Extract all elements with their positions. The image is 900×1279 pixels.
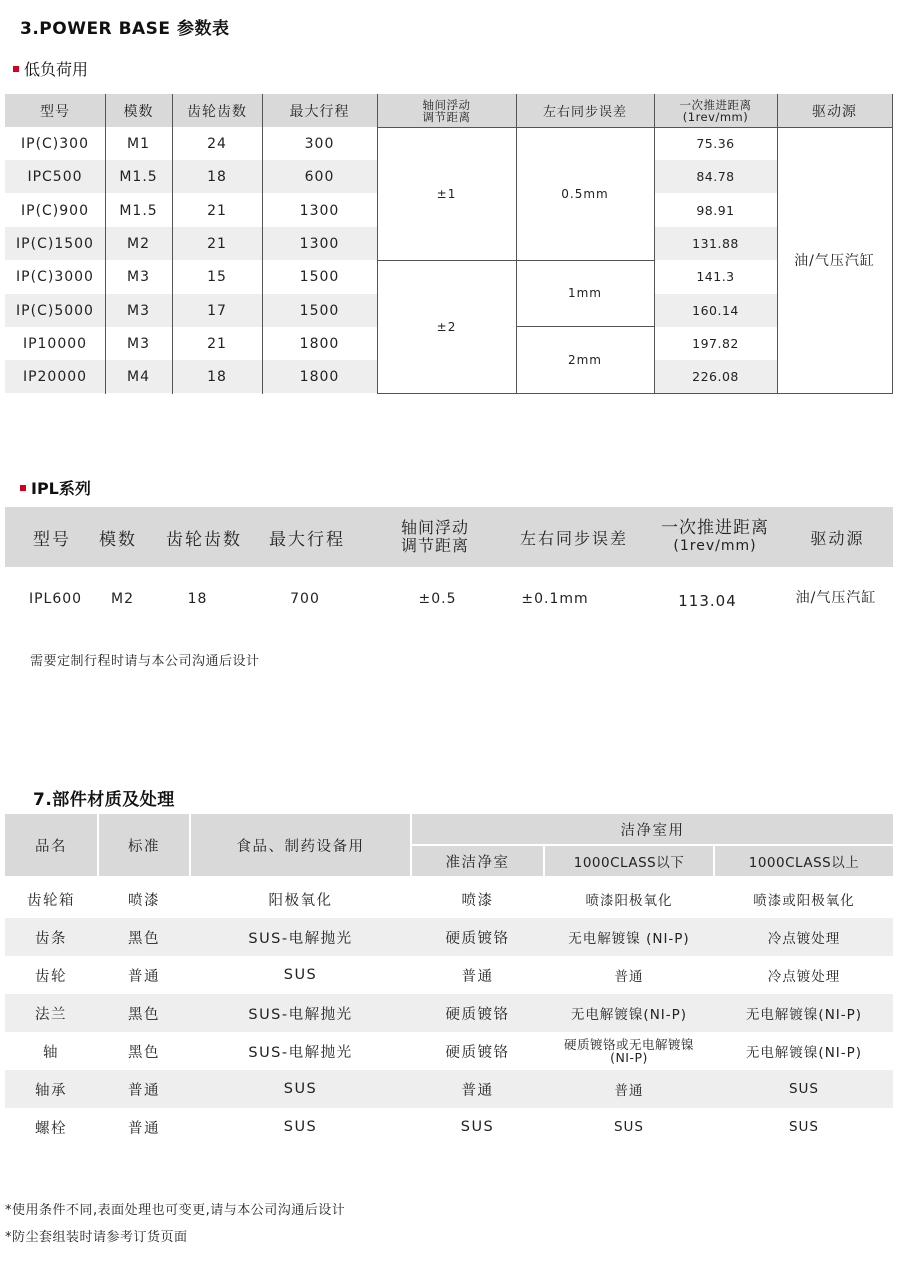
- cell-above: SUS: [788, 1081, 820, 1097]
- header-clean: 洁净室用: [620, 822, 685, 839]
- cell-model: IP(C)5000: [16, 302, 94, 319]
- cell-standard: 普通: [128, 1082, 160, 1099]
- cell-module: M3: [127, 268, 150, 285]
- cell-below: 无电解镀镍 (NI-P): [568, 931, 690, 947]
- subtitle-text: 低负荷用: [24, 60, 89, 79]
- cell-push: 160.14: [692, 303, 739, 318]
- cell-part-name: 法兰: [35, 1006, 67, 1023]
- cell-part-name: 轴: [43, 1044, 59, 1061]
- section-3-title: 3.POWER BASE 参数表: [20, 19, 230, 39]
- cell-push: 75.36: [696, 136, 735, 151]
- cell-food: 阳极氧化: [268, 892, 333, 909]
- header-food: 食品、制药设备用: [236, 838, 365, 855]
- ipl-cell-drive: 油/气压汽缸: [795, 590, 877, 606]
- cell-stroke: 1800: [299, 335, 340, 352]
- header-teeth: 齿轮齿数: [187, 103, 247, 120]
- cell-model: IP(C)3000: [16, 268, 94, 285]
- cell-stroke: 300: [304, 135, 335, 152]
- cell-standard: 普通: [128, 968, 160, 985]
- ipl-header-push: 一次推进距离 (1rev/mm): [661, 518, 769, 554]
- cell-quasi: 硬质镀铬: [445, 930, 510, 947]
- cell-quasi: 普通: [461, 968, 494, 985]
- cell-food: SUS-电解抛光: [248, 1044, 353, 1061]
- cell-below: SUS: [613, 1119, 645, 1135]
- cell-standard: 黑色: [128, 930, 160, 947]
- ipl-cell-teeth: 18: [187, 591, 208, 607]
- ipl-cell-module: M2: [111, 591, 134, 607]
- cell-model: IP10000: [22, 335, 88, 352]
- note-surface: *使用条件不同,表面处理也可变更,请与本公司沟通后设计: [5, 1203, 346, 1218]
- cell-standard: 黑色: [128, 1044, 160, 1061]
- header-float: 轴间浮动 调节距离: [422, 97, 471, 124]
- cell-below: 硬质镀铬或无电解镀镍 (NI-P): [563, 1037, 694, 1065]
- cell-part-name: 齿条: [35, 930, 67, 947]
- cell-teeth: 18: [207, 368, 227, 385]
- cell-push: 197.82: [692, 336, 739, 351]
- cell-module: M4: [127, 368, 150, 385]
- header-above-1000: 1000CLASS以上: [748, 855, 860, 871]
- float-value-b: ±2: [436, 319, 457, 334]
- header-push: 一次推进距离 (1rev/mm): [679, 97, 752, 124]
- ipl-cell-push: 113.04: [678, 592, 737, 610]
- header-module: 模数: [123, 103, 154, 120]
- ipl-header-teeth: 齿轮齿数: [166, 529, 242, 550]
- cell-module: M3: [127, 302, 150, 319]
- cell-model: IP(C)1500: [16, 235, 94, 252]
- cell-push: 84.78: [696, 169, 735, 184]
- ipl-note: 需要定制行程时请与本公司沟通后设计: [30, 654, 260, 669]
- cell-module: M1.5: [119, 168, 158, 185]
- cell-teeth: 21: [207, 335, 227, 352]
- cell-below: 无电解镀镍(NI-P): [570, 1007, 688, 1023]
- cell-model: IP20000: [22, 368, 88, 385]
- header-below-1000: 1000CLASS以下: [573, 855, 685, 871]
- ipl-title: IPL系列: [20, 476, 91, 499]
- ipl-cell-sync: ±0.1mm: [521, 591, 589, 607]
- ipl-header-stroke: 最大行程: [269, 529, 345, 550]
- cell-part-name: 齿轮: [35, 968, 67, 985]
- cell-part-name: 齿轮箱: [27, 892, 75, 909]
- cell-model: IPC500: [27, 168, 83, 185]
- cell-above: 冷点镀处理: [767, 931, 841, 947]
- header-stroke: 最大行程: [289, 103, 350, 120]
- ipl-cell-float: ±0.5: [418, 591, 457, 607]
- cell-module: M1: [127, 135, 150, 152]
- ipl-cell-model: IPL600: [28, 591, 83, 607]
- float-value-a: ±1: [436, 186, 457, 201]
- drive-value: 油/气压汽缸: [794, 253, 875, 269]
- note-dust-cover: *防尘套组装时请参考订货页面: [5, 1230, 188, 1245]
- cell-stroke: 1500: [299, 302, 340, 319]
- header-standard: 标准: [128, 838, 160, 855]
- header-model: 型号: [40, 103, 70, 120]
- cell-teeth: 21: [207, 202, 227, 219]
- cell-teeth: 17: [207, 302, 227, 319]
- cell-push: 98.91: [696, 203, 735, 218]
- cell-teeth: 21: [207, 235, 227, 252]
- cell-quasi: SUS: [460, 1119, 495, 1135]
- red-square-bullet-icon: [13, 66, 19, 72]
- cell-above: 喷漆或阳极氧化: [753, 893, 855, 909]
- cell-part-name: 螺栓: [35, 1120, 67, 1137]
- header-sync-error: 左右同步误差: [542, 105, 627, 120]
- cell-food: SUS-电解抛光: [248, 1006, 353, 1023]
- ipl-header-drive: 驱动源: [810, 528, 865, 548]
- cell-stroke: 1300: [299, 235, 340, 252]
- cell-module: M2: [127, 235, 150, 252]
- cell-teeth: 15: [207, 268, 227, 285]
- ipl-header-module: 模数: [99, 529, 137, 550]
- header-drive: 驱动源: [812, 103, 857, 120]
- cell-below: 喷漆阳极氧化: [585, 893, 673, 909]
- section-7-title: 7.部件材质及处理: [33, 790, 175, 810]
- cell-above: 无电解镀镍(NI-P): [745, 1007, 863, 1023]
- cell-food: SUS: [283, 967, 318, 983]
- cell-standard: 普通: [128, 1120, 160, 1137]
- cell-above: SUS: [788, 1119, 820, 1135]
- red-square-bullet-icon: [20, 485, 26, 491]
- ipl-header-float: 轴间浮动 调节距离: [400, 518, 469, 555]
- sync-value-a: 0.5mm: [561, 186, 609, 201]
- cell-quasi: 硬质镀铬: [445, 1006, 510, 1023]
- cell-food: SUS: [283, 1119, 318, 1135]
- sync-value-b: 1mm: [567, 286, 602, 300]
- cell-teeth: 24: [207, 135, 227, 152]
- cell-teeth: 18: [207, 168, 227, 185]
- cell-model: IP(C)900: [21, 202, 89, 219]
- cell-standard: 黑色: [128, 1006, 160, 1023]
- cell-stroke: 600: [304, 168, 335, 185]
- header-quasi: 准洁净室: [445, 854, 510, 871]
- cell-above: 冷点镀处理: [767, 969, 841, 985]
- cell-stroke: 1800: [299, 368, 340, 385]
- cell-above: 无电解镀镍(NI-P): [745, 1045, 863, 1061]
- cell-food: SUS-电解抛光: [248, 930, 353, 947]
- cell-quasi: 喷漆: [461, 892, 494, 909]
- cell-below: 普通: [614, 969, 644, 985]
- cell-model: IP(C)300: [21, 135, 89, 152]
- cell-below: 普通: [614, 1083, 644, 1099]
- cell-part-name: 轴承: [35, 1082, 67, 1099]
- cell-module: M3: [127, 335, 150, 352]
- ipl-cell-stroke: 700: [290, 591, 320, 607]
- cell-push: 131.88: [692, 236, 739, 251]
- subtitle-low-load: [13, 57, 88, 80]
- cell-module: M1.5: [119, 202, 158, 219]
- cell-stroke: 1300: [299, 202, 340, 219]
- cell-push: 226.08: [692, 369, 739, 384]
- ipl-header-sync: 左右同步误差: [519, 528, 628, 548]
- cell-push: 141.3: [696, 269, 735, 284]
- cell-stroke: 1500: [299, 268, 340, 285]
- sync-value-c: 2mm: [567, 352, 602, 367]
- ipl-header-model: 型号: [33, 529, 71, 550]
- cell-quasi: 硬质镀铬: [445, 1044, 510, 1061]
- header-name: 品名: [35, 838, 67, 855]
- cell-standard: 喷漆: [128, 892, 160, 909]
- cell-food: SUS: [283, 1081, 318, 1097]
- cell-quasi: 普通: [461, 1082, 494, 1099]
